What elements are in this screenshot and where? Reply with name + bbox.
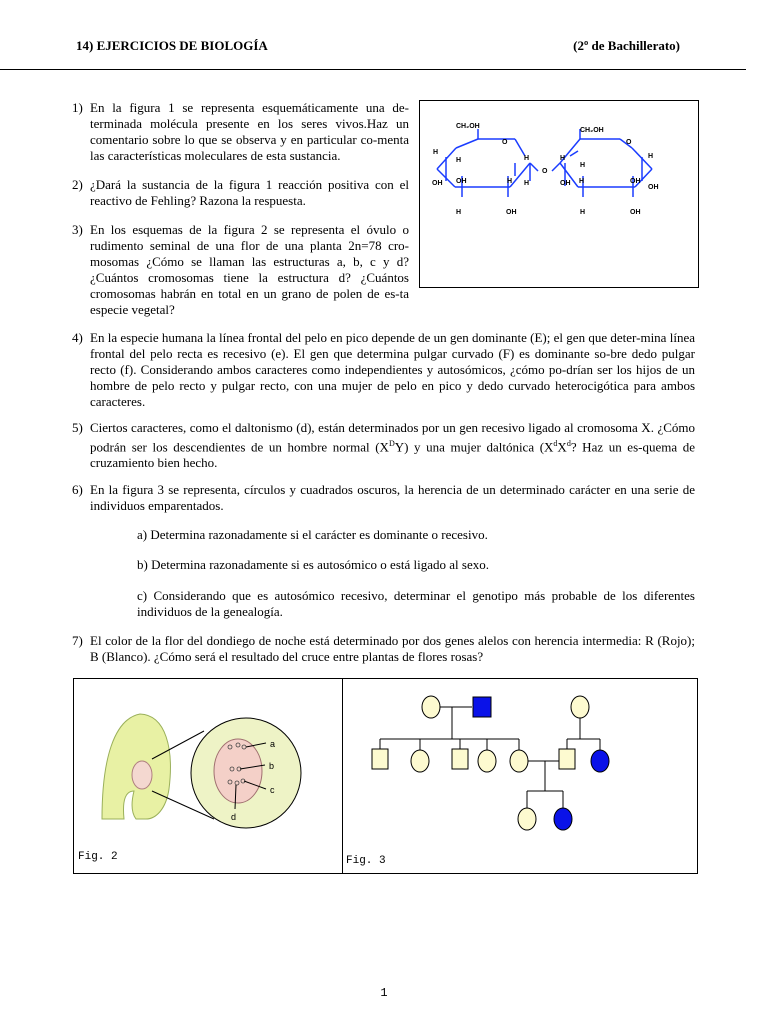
subquestion-a: a) Determina razonadamente si el carácter es dominante o recesivo. <box>137 527 488 542</box>
oh-label: OH <box>648 184 659 191</box>
female-circle <box>478 750 496 772</box>
oh-label: OH <box>456 178 467 185</box>
embryo-sac <box>132 761 152 789</box>
mother-circle <box>510 750 528 772</box>
h-label: H <box>524 180 530 187</box>
oh-label: OH <box>506 209 517 216</box>
atom-labels <box>432 123 659 216</box>
oh-label: OH <box>560 180 571 187</box>
oh-label: OH <box>630 178 641 185</box>
h-label: H <box>433 149 439 156</box>
page-header <box>76 38 680 58</box>
label-b: b <box>269 761 275 771</box>
question-text: En la especie humana la línea frontal del pelo en pico depende de un gen dominante (E); el gen que deter-mina línea frontal del pelo recta es recesivo (e). El gen que determina pulgar curvado (F) es dominante so-bre dedo pulgar recto (f). Considerando ambos caracteres como independientes y autosómicos, ¿cómo po-drían ser los hijos de un hombre de pelo recto y pulgar recto, con una mujer de pelo en pico y dedo curvado heterocigótica para ambos caracteres. <box>90 330 695 409</box>
course-level: (2º de Bachillerato) <box>573 38 680 53</box>
female-circle <box>518 808 536 830</box>
question-7 <box>72 633 695 665</box>
question-number: 3) <box>72 222 83 237</box>
figure-2-label: Fig. 2 <box>78 851 118 863</box>
question-number: 2) <box>72 177 83 192</box>
ch2oh-label: CH₂OH <box>456 123 480 130</box>
question-5 <box>72 420 695 471</box>
label-a: a <box>270 739 276 749</box>
question-text: En la figura 3 se representa, círculos y cuadrados oscuros, la herencia de un determinado carácter en una serie de individuos emparentados. <box>90 482 695 513</box>
father-square <box>559 749 575 769</box>
grandmother-circle <box>571 696 589 718</box>
h-label: H <box>456 209 462 216</box>
figure-2-ovule <box>74 679 342 873</box>
affected-female-circle <box>591 750 609 772</box>
h-label: H <box>580 162 586 169</box>
h-label: H <box>580 209 586 216</box>
question-4 <box>72 330 695 410</box>
question-text: ¿Dará la sustancia de la figura 1 reacción positiva con el reactivo de Fehling? Razona la respuesta. <box>90 177 409 208</box>
label-d: d <box>231 812 237 822</box>
question-text: El color de la flor del dondiego de noche está determinado por dos genes alelos con herencia intermedia: R (Rojo); B (Blanco). ¿Cómo será el resultado del cruce entre plantas de flores rosas? <box>90 633 695 664</box>
label-c: c <box>270 785 275 795</box>
question-number: 5) <box>72 420 83 435</box>
affected-grandfather-square <box>473 697 491 717</box>
grandmother-circle <box>422 696 440 718</box>
male-square <box>372 749 388 769</box>
question-number: 1) <box>72 100 83 115</box>
oh-label: OH <box>432 180 443 187</box>
question-3 <box>72 222 409 318</box>
question-2 <box>72 177 409 209</box>
question-text: En la figura 1 se representa esquemáticamente una de-terminada molécula presente en los seres vivos.Haz un comentario sobre lo que se observa y en particular co-menta las características moleculares de esta sustancia. <box>90 100 409 163</box>
h-label: H <box>507 178 513 185</box>
glycosidic-oxygen: O <box>542 168 548 175</box>
figure-3-label: Fig. 3 <box>346 855 386 867</box>
worksheet-title: 14) EJERCICIOS DE BIOLOGÍA <box>76 38 268 53</box>
female-circle <box>411 750 429 772</box>
figure-1-disaccharide <box>419 100 699 288</box>
page-number: 1 <box>380 986 388 1000</box>
ch2oh-label: CH₂OH <box>580 127 604 134</box>
question-1 <box>72 100 409 164</box>
ring-oxygen: O <box>502 139 508 146</box>
question-number: 6) <box>72 482 83 497</box>
subquestion-c: c) Considerando que es autosómico recesivo, determinar el genotipo más probable de los diferentes individuos de la genealogía. <box>137 588 695 619</box>
question-number: 7) <box>72 633 83 648</box>
question-6 <box>72 482 695 514</box>
header-rule <box>0 69 746 70</box>
figures-2-3-box <box>73 678 698 874</box>
h-label: H <box>579 178 585 185</box>
h-label: H <box>456 157 462 164</box>
individuals <box>372 696 609 830</box>
ring-bonds <box>437 129 652 197</box>
subquestion-b: b) Determina razonadamente si es autosómico o está ligado al sexo. <box>137 557 489 572</box>
male-square <box>452 749 468 769</box>
question-text: Ciertos caracteres, como el daltonismo (d), están determinados por un gen recesivo ligado al cromosoma X. ¿Cómo podrán ser los descendientes de un hombre normal $(X^DY)$ y una mujer daltónica ($X^dX^d$? Haz un es-quema de cruzamiento bien hecho. <box>90 420 695 471</box>
question-text: En los esquemas de la figura 2 se representa el óvulo o rudimento seminal de una flor de una planta 2n=78 cro-mosomas ¿Cómo se llaman las estructuras a, b, c y d? ¿Cuántos cromosomas tiene la estructura d? ¿Cuántos cromosomas habrán en total en un grano de polen de es-ta especie vegetal? <box>90 222 409 317</box>
disaccharide-diagram <box>420 101 698 287</box>
oh-label: OH <box>630 209 641 216</box>
figure-3-pedigree <box>343 679 697 873</box>
h-label: H <box>524 155 530 162</box>
h-label: H <box>560 155 566 162</box>
h-label: H <box>648 153 654 160</box>
question-number: 4) <box>72 330 83 345</box>
ring-oxygen: O <box>626 139 632 146</box>
affected-female-circle <box>554 808 572 830</box>
